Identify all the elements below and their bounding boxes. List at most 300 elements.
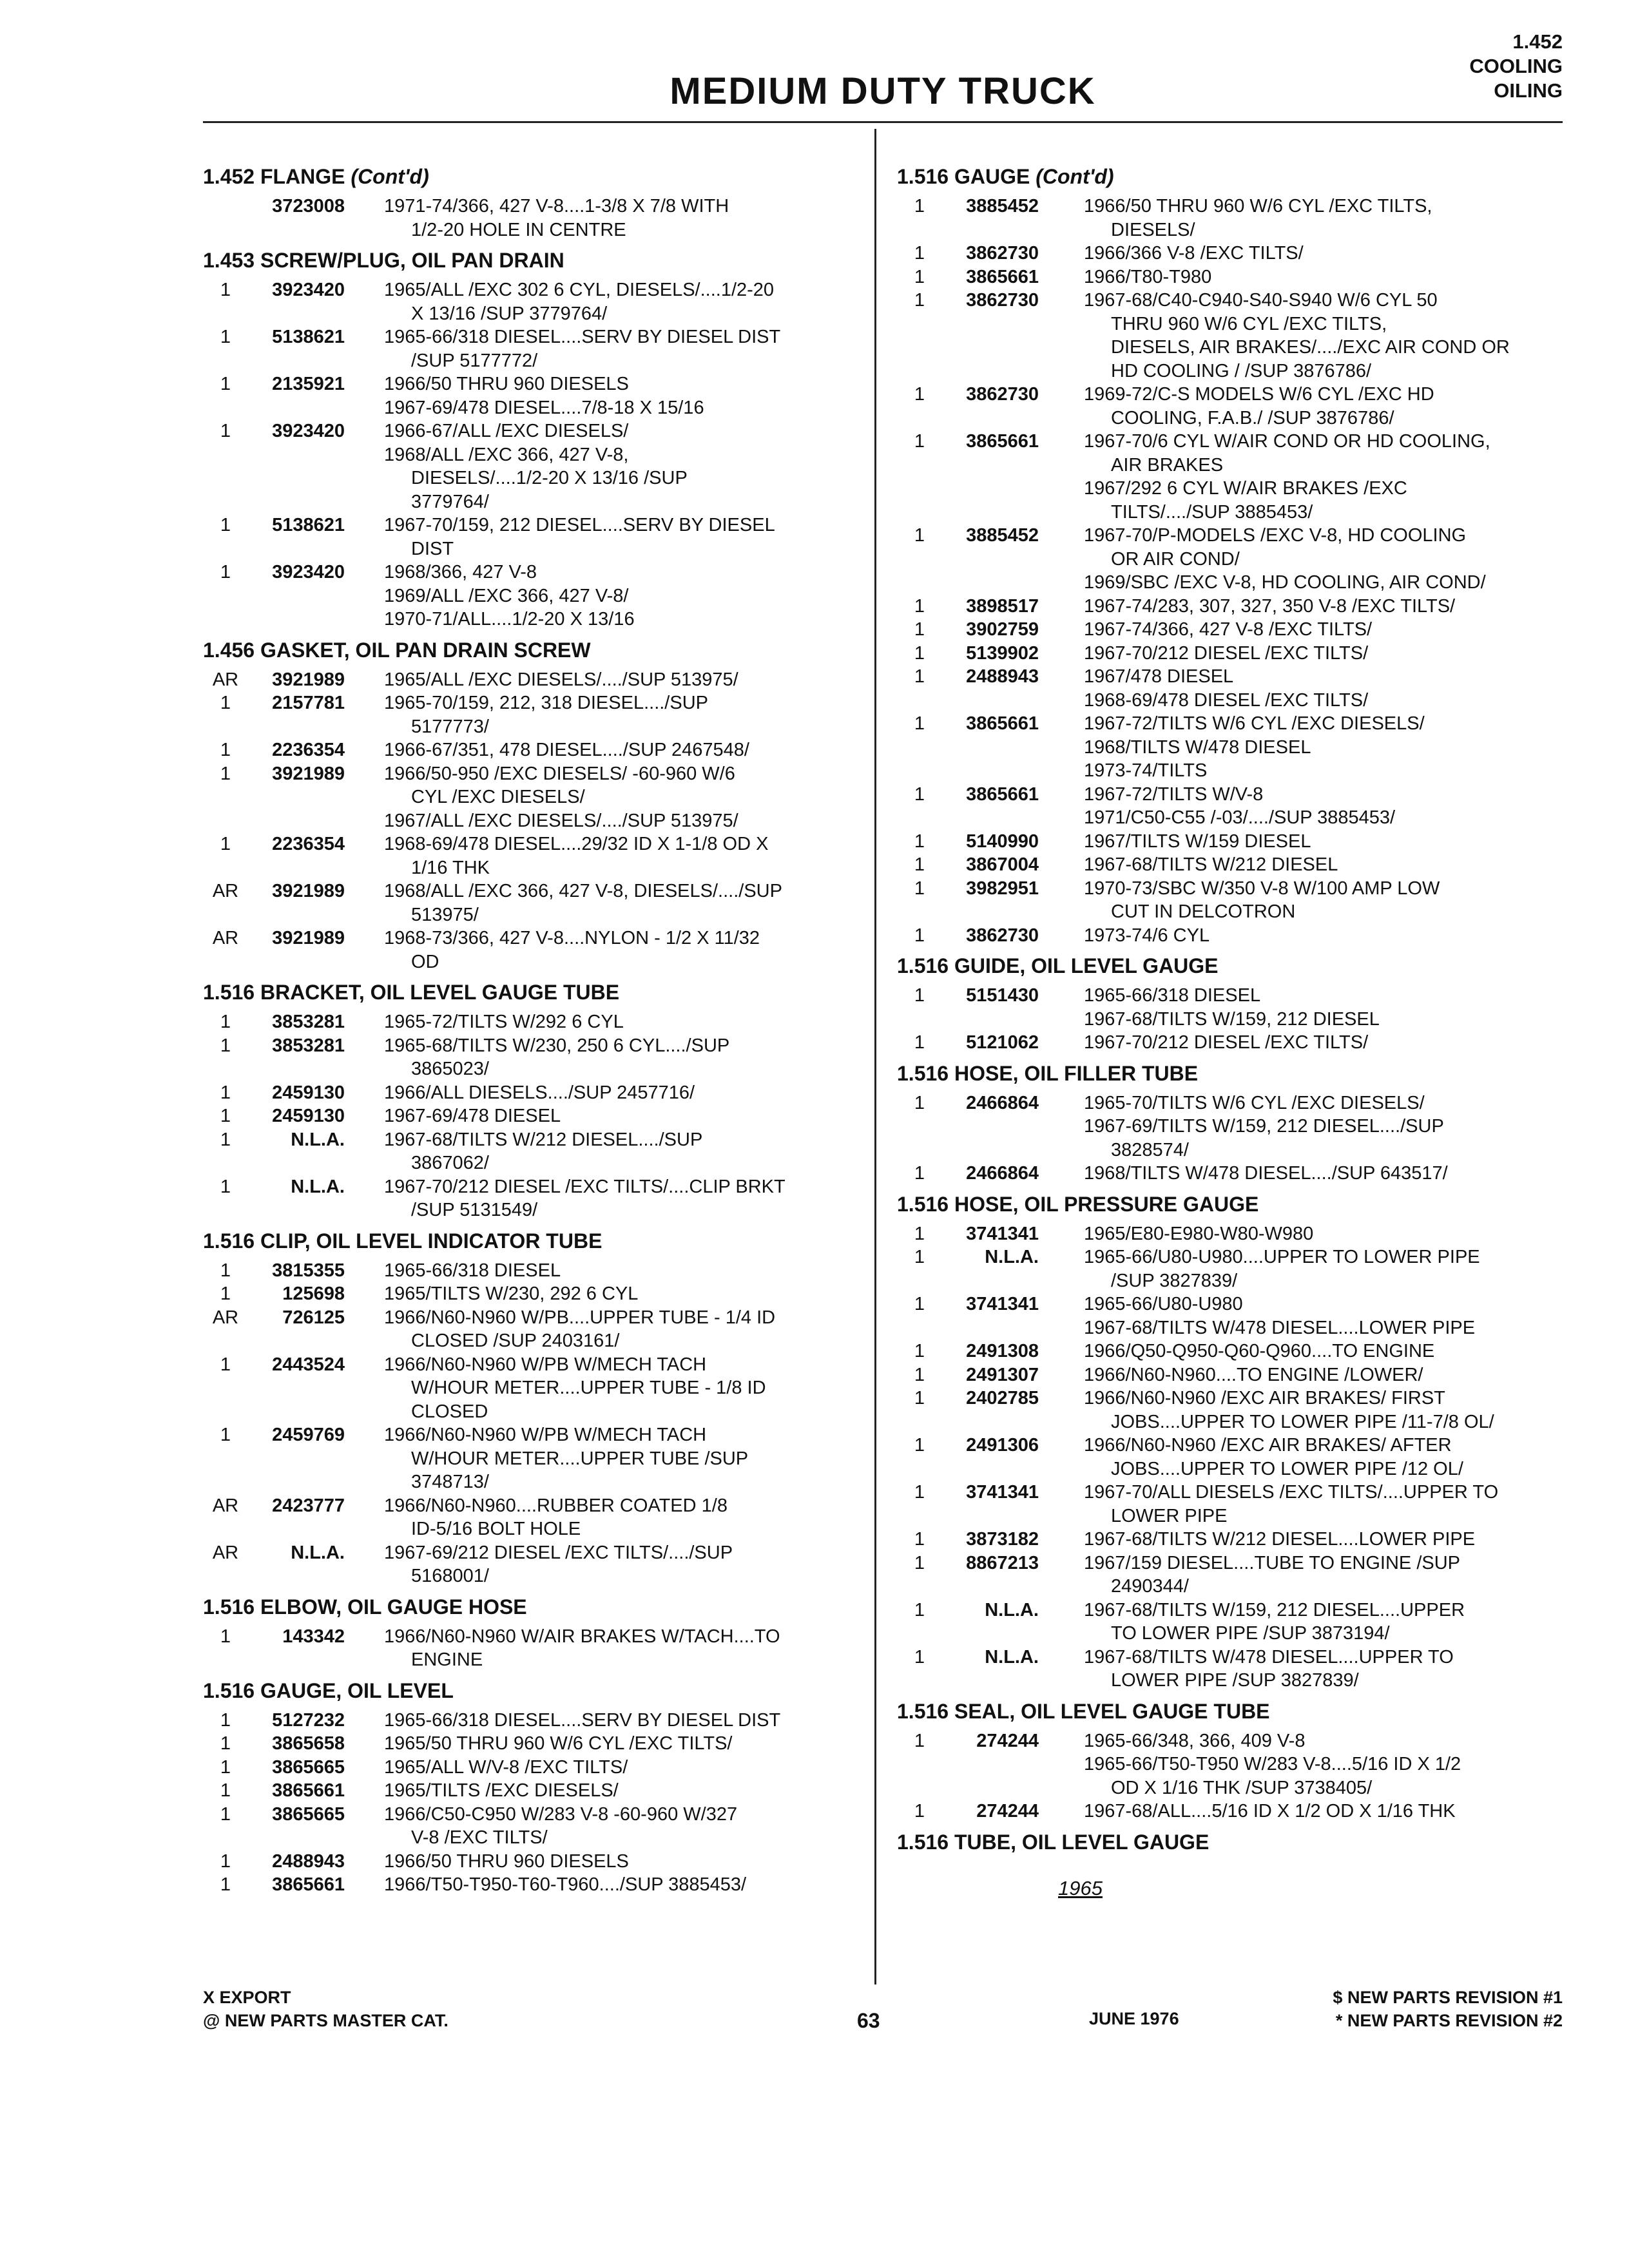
part-description: 1967/159 DIESEL....TUBE TO ENGINE /SUP 2490344/ [1084,1552,1461,1597]
part-qty: 1 [220,280,231,300]
part-entry [897,830,1564,854]
part-qty: 1 [220,1012,231,1032]
part-description: 1966/N60-N960 /EXC AIR BRAKES/ FIRST JOBS....UPPER TO LOWER PIPE /11-7/8 OL/ [1084,1388,1494,1432]
part-entry [897,1753,1564,1800]
part-qty: 1 [220,1354,231,1375]
footer-master-cat: @ NEW PARTS MASTER CAT. [203,2011,448,2030]
part-number: 2488943 [272,1850,345,1872]
part-description: 1965-66/318 DIESEL [1084,985,1261,1006]
part-number: 3865665 [272,1803,345,1825]
part-number: 2459130 [272,1106,345,1126]
part-entry [897,265,1564,289]
part-description: 1966/ALL DIESELS..../SUP 2457716/ [384,1082,695,1103]
part-qty: 1 [914,1529,925,1550]
part-entry [203,1128,854,1175]
part-qty: 1 [220,1780,231,1801]
part-number: 3865665 [272,1756,345,1778]
part-description: 1967-69/478 DIESEL [384,1106,561,1126]
part-description: 1967-69/212 DIESEL /EXC TILTS/..../SUP 5168001/ [384,1542,733,1586]
part-entry [897,877,1564,924]
part-entry [897,571,1564,595]
part-description: 1973-74/6 CYL [1084,925,1210,946]
page-number: 63 [857,2009,880,2032]
part-number: 3921989 [272,763,345,784]
part-qty: 1 [914,831,925,852]
part-number: N.L.A. [291,1129,345,1150]
part-entry [203,879,854,927]
part-description: 1965-66/348, 366, 409 V-8 [1084,1730,1306,1751]
section-heading [897,164,1564,189]
part-entry [203,832,854,879]
part-number: 3873182 [966,1529,1039,1550]
part-qty: 1 [914,525,925,546]
part-description: 1967-70/P-MODELS /EXC V-8, HD COOLING OR AIR COND/ [1084,525,1467,570]
part-entry [203,927,854,974]
part-entry [203,419,854,443]
part-qty: AR [212,1307,239,1328]
part-qty: 1 [220,1733,231,1754]
part-description: 1967-68/TILTS W/212 DIESEL....LOWER PIPE [1084,1529,1476,1550]
footer-export: X EXPORT [203,1988,291,2007]
part-number: 726125 [282,1307,345,1328]
part-number: N.L.A. [291,1542,345,1563]
part-qty: AR [212,881,239,901]
part-qty: 1 [914,1294,925,1314]
part-description: 1970-73/SBC W/350 V-8 W/100 AMP LOW CUT IN DELCOTRON [1084,878,1440,922]
part-qty: 1 [220,1850,231,1872]
part-description: 1967-74/283, 307, 327, 350 V-8 /EXC TILTS/ [1084,595,1456,617]
part-number: 3741341 [966,1482,1039,1503]
section-heading-text: 1.516 HOSE, OIL FILLER TUBE [897,1061,1199,1085]
part-description: 1966/50 THRU 960 DIESELS [384,1850,629,1872]
part-qty: 1 [914,1341,925,1361]
part-description: 1967-68/TILTS W/478 DIESEL....UPPER TO LOWER PIPE /SUP 3827839/ [1084,1646,1454,1691]
part-entry [897,1245,1564,1293]
part-qty: 1 [220,1709,231,1731]
part-qty: 1 [914,1092,925,1113]
section-heading [203,637,854,663]
part-entry [203,1175,854,1222]
section-heading [203,164,854,189]
part-entry [897,1387,1564,1434]
part-number: 3921989 [272,928,345,948]
part-qty: AR [212,1542,239,1563]
part-number: 3982951 [966,878,1039,899]
part-qty: 1 [914,431,925,452]
part-entry [897,806,1564,830]
part-description: 1966/50-950 /EXC DIESELS/ -60-960 W/6 CYL /EXC DIESELS/ [384,763,735,807]
footer-date: JUNE 1976 [1089,2009,1179,2028]
part-number: 3853281 [272,1012,345,1032]
section-heading-text: 1.516 SEAL, OIL LEVEL GAUGE TUBE [897,1699,1270,1723]
part-entry [203,1779,854,1803]
part-number: 3865661 [966,266,1039,287]
part-description: 1967-68/TILTS W/212 DIESEL [1084,854,1338,875]
part-description: 1966/N60-N960 W/PB....UPPER TUBE - 1/4 ID CLOSED /SUP 2403161/ [384,1307,776,1351]
section-heading-text: 1.452 FLANGE [203,165,345,188]
part-description: 1967/ALL /EXC DIESELS/..../SUP 513975/ [384,810,738,831]
part-description: 1967-68/TILTS W/478 DIESEL....LOWER PIPE [1084,1317,1476,1338]
part-qty: 1 [914,642,925,664]
part-qty: 1 [914,266,925,287]
part-description: 1967-74/366, 427 V-8 /EXC TILTS/ [1084,619,1373,640]
part-description: 1967/TILTS W/159 DIESEL [1084,831,1311,852]
footer-revision-2: * NEW PARTS REVISION #2 [1335,2011,1563,2030]
part-entry [203,1423,854,1494]
part-qty: 1 [914,595,925,617]
part-number: 2491307 [966,1364,1039,1385]
part-qty: 1 [220,740,231,760]
part-entry [203,195,854,242]
part-description: 1966/T50-T950-T60-T960..../SUP 3885453/ [384,1874,747,1895]
part-description: 1966/C50-C950 W/283 V-8 -60-960 W/327 V-8 /EXC TILTS/ [384,1803,738,1848]
part-entry [897,1363,1564,1387]
part-qty: 1 [914,243,925,264]
part-description: 1967-68/TILTS W/212 DIESEL..../SUP 3867062/ [384,1129,703,1173]
section-heading [897,1191,1564,1217]
part-number: 2459769 [272,1425,345,1445]
part-number: 3741341 [966,1223,1039,1244]
part-number: N.L.A. [985,1247,1039,1267]
part-qty: 1 [220,763,231,784]
part-description: 1968/TILTS W/478 DIESEL..../SUP 643517/ [1084,1163,1448,1184]
part-qty: AR [212,669,239,690]
part-qty: 1 [914,1163,925,1184]
part-entry [897,430,1564,477]
part-description: 1971-74/366, 427 V-8....1-3/8 X 7/8 WITH 1/2-20 HOLE IN CENTRE [384,196,729,240]
part-entry [897,853,1564,877]
part-number: 2402785 [966,1388,1039,1408]
part-description: 1967-69/TILTS W/159, 212 DIESEL..../SUP 3828574/ [1084,1116,1444,1160]
part-entry [897,689,1564,713]
part-qty: 1 [220,1803,231,1825]
section-heading-text: 1.516 TUBE, OIL LEVEL GAUGE [897,1830,1210,1854]
part-number: N.L.A. [985,1599,1039,1620]
section-heading-cont: (Cont'd) [351,165,429,188]
part-number: 3923420 [272,280,345,300]
part-description: 1965/TILTS W/230, 292 6 CYL [384,1283,639,1304]
part-description: 1966/N60-N960 W/AIR BRAKES W/TACH....TO ENGINE [384,1626,780,1670]
part-number: 3923420 [272,562,345,582]
part-description: 1966-67/351, 478 DIESEL..../SUP 2467548/ [384,740,749,760]
part-number: 3862730 [966,384,1039,405]
part-description: 1967-68/TILTS W/159, 212 DIESEL....UPPER TO LOWER PIPE /SUP 3873194/ [1084,1599,1465,1644]
part-entry [203,1353,854,1424]
part-entry [203,1803,854,1850]
part-number: 5151430 [966,985,1039,1006]
part-description: 1965/E80-E980-W80-W980 [1084,1223,1314,1244]
section-heading [897,1829,1564,1855]
part-number: 8867213 [966,1552,1039,1573]
section-line-1: COOLING [1469,55,1563,77]
part-number: 5127232 [272,1709,345,1731]
part-qty: 1 [914,878,925,899]
part-number: 2423777 [272,1495,345,1516]
part-number: 3862730 [966,925,1039,946]
part-entry [897,477,1564,524]
part-entry [897,1340,1564,1363]
part-description: 1966/N60-N960 W/PB W/MECH TACH W/HOUR METER....UPPER TUBE /SUP 3748713/ [384,1425,749,1492]
part-entry [203,608,854,631]
part-description: 1965/ALL /EXC 302 6 CYL, DIESELS/....1/2-20 X 13/16 /SUP 3779764/ [384,280,775,324]
section-heading [897,1061,1564,1086]
part-entry [203,809,854,833]
part-description: 1968/ALL /EXC 366, 427 V-8, DIESELS/..../SUP 513975/ [384,881,782,925]
part-qty: 1 [914,783,925,805]
page-footer [203,1986,1563,2037]
section-heading-text: 1.516 BRACKET, OIL LEVEL GAUGE TUBE [203,981,620,1004]
part-entry [203,1010,854,1034]
part-number: 3865661 [272,1874,345,1895]
part-entry [203,1034,854,1081]
part-qty: 1 [220,1260,231,1281]
part-description: 1967-72/TILTS W/V-8 [1084,783,1264,805]
part-description: 1965-70/159, 212, 318 DIESEL..../SUP 5177773/ [384,693,708,737]
section-heading [203,1678,854,1704]
part-qty: AR [212,1495,239,1516]
part-description: 1967-72/TILTS W/6 CYL /EXC DIESELS/ [1084,713,1425,734]
part-entry [897,1008,1564,1032]
part-qty: 1 [914,1032,925,1053]
part-entry [203,738,854,762]
part-entry [203,1873,854,1897]
part-number: 3865661 [966,783,1039,805]
part-qty: 1 [220,515,231,535]
part-description: 1968-69/478 DIESEL....29/32 ID X 1-1/8 OD X 1/16 THK [384,834,769,878]
part-entry [897,1528,1564,1552]
section-heading-text: 1.456 GASKET, OIL PAN DRAIN SCREW [203,638,591,662]
right-column [897,158,1564,1900]
part-entry [897,618,1564,642]
part-qty: 1 [914,196,925,216]
part-qty: 1 [220,693,231,713]
part-entry [897,759,1564,783]
part-entry [203,372,854,396]
part-entry [203,1850,854,1874]
section-heading-cont: (Cont'd) [1036,165,1114,188]
section-label [1469,30,1563,103]
part-entry [897,712,1564,736]
part-qty: 1 [220,1106,231,1126]
part-description: 1966/N60-N960....RUBBER COATED 1/8 ID-5/16 BOLT HOLE [384,1495,728,1539]
part-description: 1968/ALL /EXC 366, 427 V-8, DIESELS/....1/2-20 X 13/16 /SUP 3779764/ [384,444,688,512]
part-description: 1965-70/TILTS W/6 CYL /EXC DIESELS/ [1084,1092,1425,1113]
part-qty: 1 [220,1425,231,1445]
part-entry [897,1031,1564,1055]
part-entry [897,242,1564,265]
part-entry [897,1316,1564,1340]
part-number: 5121062 [966,1032,1039,1053]
left-column [203,158,854,1897]
part-number: 3902759 [966,619,1039,640]
part-qty: 1 [220,1283,231,1304]
part-number: 2491306 [966,1435,1039,1456]
page-title: MEDIUM DUTY TRUCK [670,70,1096,112]
part-qty: 1 [914,1599,925,1620]
part-description: 1966/N60-N960 /EXC AIR BRAKES/ AFTER JOBS....UPPER TO LOWER PIPE /12 OL/ [1084,1435,1463,1479]
part-number: 3865658 [272,1733,345,1754]
section-heading-text: 1.516 HOSE, OIL PRESSURE GAUGE [897,1192,1259,1216]
part-qty: 1 [220,1035,231,1056]
part-entry [897,665,1564,689]
part-description: 1965-68/TILTS W/230, 250 6 CYL..../SUP 3865023/ [384,1035,730,1079]
part-qty: 1 [914,854,925,875]
part-entry [203,514,854,561]
part-entry [203,443,854,514]
part-entry [897,1222,1564,1246]
part-description: 1968/TILTS W/478 DIESEL [1084,736,1311,758]
part-number: 2466864 [966,1092,1039,1113]
part-description: 1967-70/212 DIESEL /EXC TILTS/....CLIP BRKT /SUP 5131549/ [384,1176,786,1220]
part-qty: 1 [914,1730,925,1751]
part-entry [203,584,854,608]
part-entry [203,325,854,372]
part-qty: 1 [220,1874,231,1895]
section-line-2: OILING [1494,79,1563,102]
part-entry [203,1709,854,1733]
header-rule [203,121,1563,123]
part-description: 1967/292 6 CYL W/AIR BRAKES /EXC TILTS/..../SUP 3885453/ [1084,478,1407,523]
part-entry [203,1081,854,1105]
part-number: 5138621 [272,515,345,535]
part-qty: 1 [914,1247,925,1267]
part-entry [897,1162,1564,1186]
part-description: 1965-66/318 DIESEL [384,1260,561,1281]
part-entry [897,1552,1564,1599]
part-number: 3923420 [272,421,345,441]
part-entry [897,984,1564,1008]
part-entry [897,924,1564,948]
part-description: 1969/SBC /EXC V-8, HD COOLING, AIR COND/ [1084,572,1486,593]
part-description: 1967-70/212 DIESEL /EXC TILTS/ [1084,642,1369,664]
part-qty: 1 [914,985,925,1006]
part-qty: 1 [220,1626,231,1647]
part-entry [203,1732,854,1756]
part-description: 1966-67/ALL /EXC DIESELS/ [384,421,629,441]
part-entry [203,278,854,325]
part-qty: 1 [914,1388,925,1408]
part-number: 143342 [282,1626,345,1647]
part-number: 2157781 [272,693,345,713]
part-description: 1965-66/U80-U980....UPPER TO LOWER PIPE /SUP 3827839/ [1084,1247,1480,1291]
part-qty: AR [212,928,239,948]
part-number: 2236354 [272,834,345,854]
part-number: 5140990 [966,831,1039,852]
part-qty: 1 [914,1801,925,1821]
part-entry [897,1729,1564,1753]
part-description: 1971/C50-C55 /-03/..../SUP 3885453/ [1084,807,1396,828]
part-entry [203,691,854,738]
part-qty: 1 [914,713,925,734]
part-qty: 1 [220,1176,231,1197]
part-description: 1967-70/212 DIESEL /EXC TILTS/ [1084,1032,1369,1053]
part-entry [897,289,1564,383]
part-description: 1967-69/478 DIESEL....7/8-18 X 15/16 [384,397,704,418]
part-description: 1966/50 THRU 960 DIESELS [384,374,629,394]
part-entry [203,668,854,692]
part-qty: 1 [914,619,925,640]
part-description: 1967-70/159, 212 DIESEL....SERV BY DIESEL DIST [384,515,775,559]
part-entry [897,1293,1564,1316]
part-entry [897,1091,1564,1115]
part-description: 1965-66/318 DIESEL....SERV BY DIESEL DIST [384,1709,781,1731]
part-entry [897,1481,1564,1528]
part-entry [203,762,854,809]
part-number: 3865661 [966,713,1039,734]
part-description: 1967-68/ALL....5/16 ID X 1/2 OD X 1/16 THK [1084,1801,1456,1821]
part-qty: 1 [914,925,925,946]
part-entry [203,1625,854,1672]
part-description: 1965/50 THRU 960 W/6 CYL /EXC TILTS/ [384,1733,733,1754]
part-description: 1966/N60-N960 W/PB W/MECH TACH W/HOUR METER....UPPER TUBE - 1/8 ID CLOSED [384,1354,766,1422]
part-entry [897,195,1564,242]
part-description: 1969-72/C-S MODELS W/6 CYL /EXC HD COOLING, F.A.B./ /SUP 3876786/ [1084,384,1434,428]
part-description: 1967-68/TILTS W/159, 212 DIESEL [1084,1008,1380,1030]
section-heading-text: 1.453 SCREW/PLUG, OIL PAN DRAIN [203,249,564,272]
part-number: 5139902 [966,642,1039,664]
footer-legend-left [203,1986,448,2032]
part-number: 2459130 [272,1082,345,1103]
part-qty: 1 [914,1223,925,1244]
part-number: 3898517 [966,595,1039,617]
part-number: 3885452 [966,196,1039,216]
section-heading-text: 1.516 CLIP, OIL LEVEL INDICATOR TUBE [203,1229,602,1253]
part-number: 3723008 [272,196,345,216]
part-qty: 1 [220,1082,231,1103]
part-number: 3862730 [966,243,1039,264]
part-description: 1968/366, 427 V-8 [384,562,537,582]
part-number: 5138621 [272,327,345,347]
part-qty: 1 [914,1482,925,1503]
part-description: 1967-70/6 CYL W/AIR COND OR HD COOLING, AIR BRAKES [1084,431,1490,476]
part-description: 1966/T80-T980 [1084,266,1212,287]
section-heading [897,1698,1564,1724]
part-number: 3853281 [272,1035,345,1056]
part-number: 3741341 [966,1294,1039,1314]
part-number: 3865661 [966,431,1039,452]
part-entry [203,1756,854,1780]
part-qty: 1 [914,290,925,311]
part-number: 2466864 [966,1163,1039,1184]
part-number: 3885452 [966,525,1039,546]
page-header [203,19,1563,122]
part-description: 1967-68/C40-C940-S40-S940 W/6 CYL 50 THRU 960 W/6 CYL /EXC TILTS, DIESELS, AIR BRAKES/..../EXC AIR COND OR HD COOLING / /SUP 3876786/ [1084,290,1510,381]
section-heading [203,979,854,1005]
part-description: 1965/TILTS /EXC DIESELS/ [384,1780,619,1801]
part-number: 3865661 [272,1780,345,1801]
part-description: 1965-72/TILTS W/292 6 CYL [384,1012,624,1032]
part-qty: 1 [220,1756,231,1778]
part-number: 3815355 [272,1260,345,1281]
section-heading [203,1594,854,1620]
part-number: 3867004 [966,854,1039,875]
part-entry [203,1104,854,1128]
part-description: 1967/478 DIESEL [1084,666,1234,687]
footer-legend-right [1333,1986,1563,2032]
part-entry [897,1599,1564,1646]
part-description: 1966/N60-N960....TO ENGINE /LOWER/ [1084,1364,1423,1385]
part-entry [203,1494,854,1541]
part-qty: 1 [220,1129,231,1150]
part-number: N.L.A. [985,1646,1039,1667]
section-heading [203,247,854,273]
section-heading-text: 1.516 GAUGE [897,165,1030,188]
part-entry [203,1282,854,1306]
part-entry [897,783,1564,807]
part-entry [203,561,854,584]
part-qty: 1 [220,421,231,441]
part-entry [897,642,1564,666]
